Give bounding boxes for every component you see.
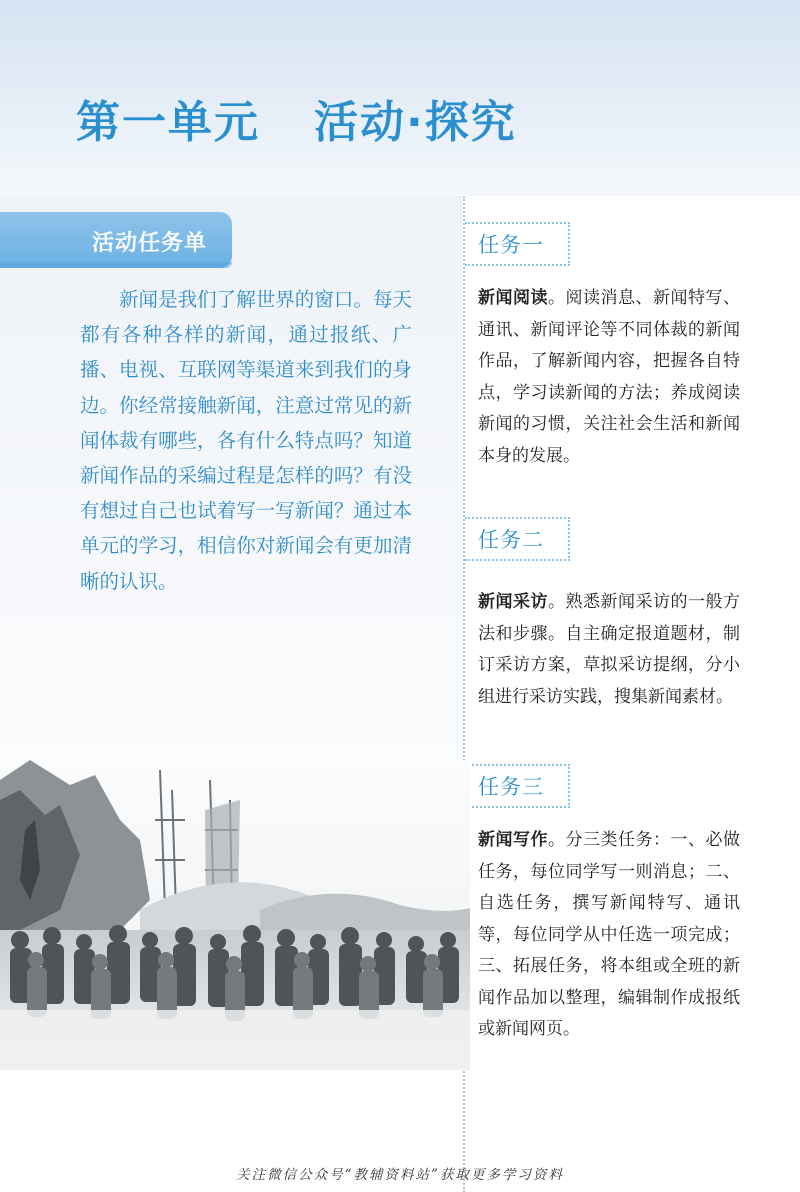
task-text-2 [478, 587, 740, 713]
task-heading-2 [465, 517, 570, 561]
task-heading-label: 任务二 [478, 528, 544, 552]
task-text-1 [478, 283, 740, 472]
footer-note: 关注微信公众号“教辅资料站”获取更多学习资料 [236, 1167, 564, 1183]
intro-paragraph: 新闻是我们了解世界的窗口。每天都有各种各样的新闻，通过报纸、广播、电视、互联网等渠道来到我们的身边。你经常接触新闻，注意过常见的新闻体裁有哪些，各有什么特点吗？知道新闻作品的采编过程是怎样的吗？有没有想过自己也试着写一写新闻？通过本单元的学习，相信你对新闻会有更加清晰的认识。 [80, 288, 412, 593]
banner-label: 活动任务单 [92, 231, 208, 256]
section-title: 活动·探究 [314, 97, 517, 148]
task-body: 。熟悉新闻采访的一般方法和步骤。自主确定报道题材，制订采访方案，草拟采访提纲，分小组进行采访实践，搜集新闻素材。 [478, 592, 740, 707]
task-body: 。阅读消息、新闻特写、通讯、新闻评论等不同体裁的新闻作品，了解新闻内容，把握各自特点，学习读新闻的方法；养成阅读新闻的习惯，关注社会生活和新闻本身的发展。 [478, 288, 740, 466]
task-lead: 新闻采访 [478, 592, 548, 612]
task-heading-1 [465, 222, 570, 266]
task-heading-3 [465, 764, 570, 808]
unit-title: 第一单元 [76, 97, 260, 148]
crowd-illustration [0, 760, 470, 1070]
task-text-3 [478, 825, 740, 1046]
task-body: 。分三类任务：一、必做任务，每位同学写一则消息；二、自选任务，撰写新闻特写、通讯等，每位同学从中任选一项完成；三、拓展任务，将本组或全班的新闻作品加以整理，编辑制作成报纸或新闻网页。 [478, 830, 740, 1039]
task-heading-label: 任务三 [478, 775, 544, 799]
task-heading-label: 任务一 [478, 233, 544, 257]
activity-banner [0, 212, 232, 268]
task-lead: 新闻写作 [478, 830, 548, 850]
task-lead: 新闻阅读 [478, 288, 548, 308]
page-title [76, 86, 517, 150]
